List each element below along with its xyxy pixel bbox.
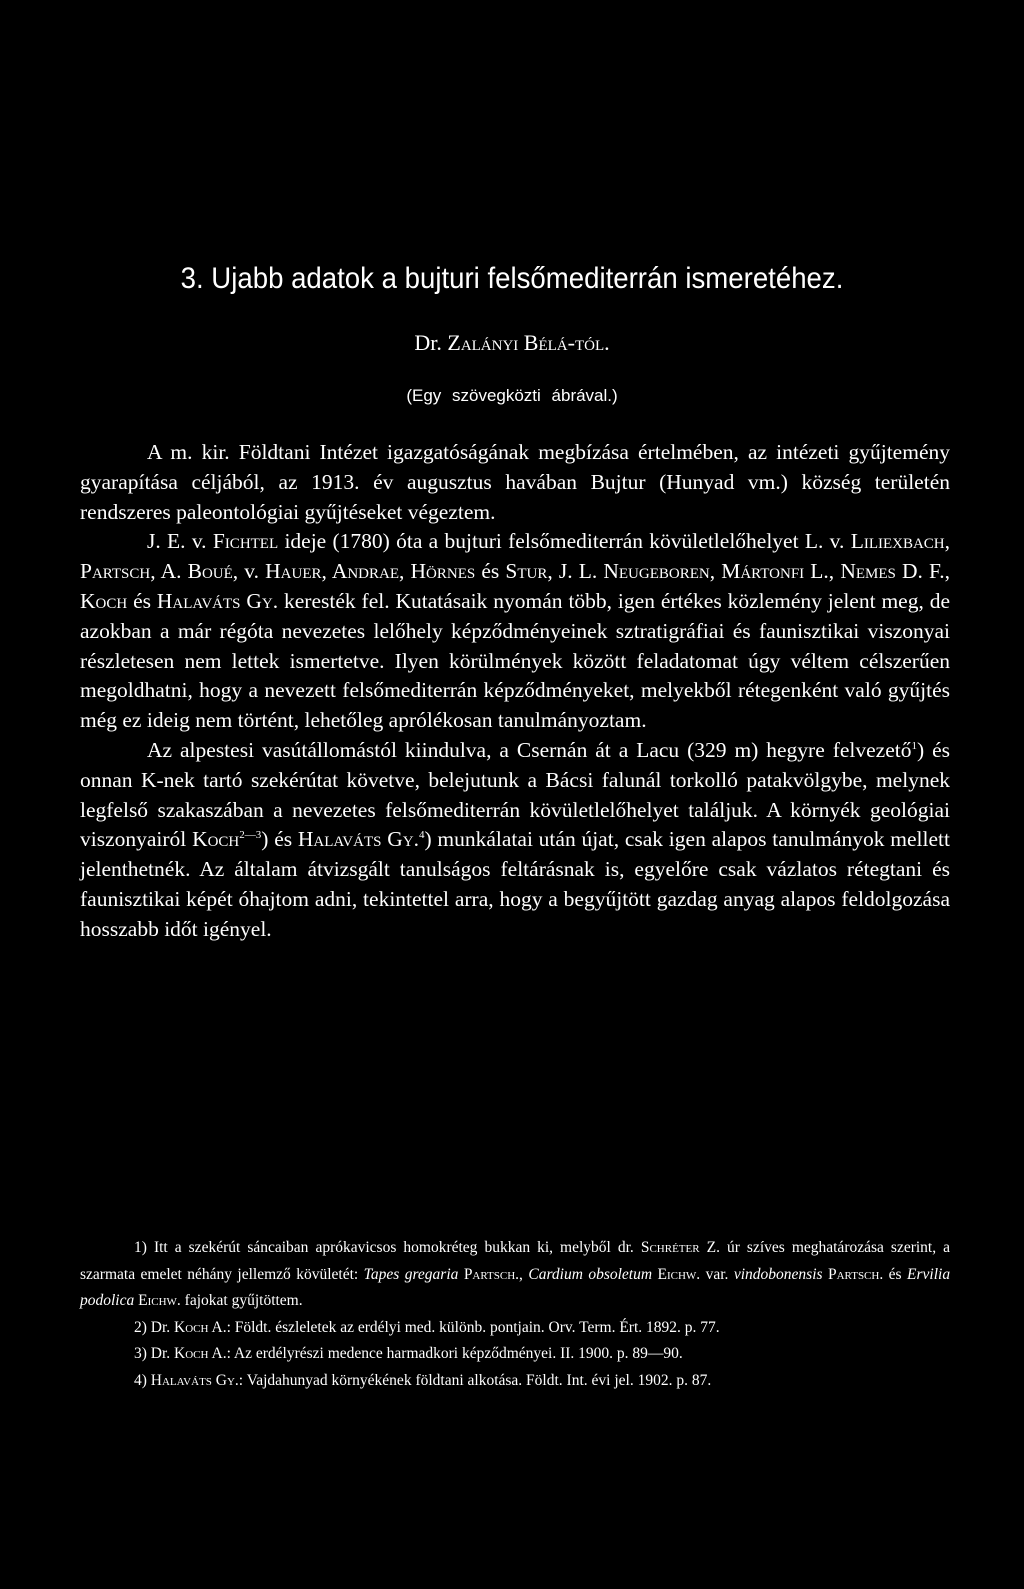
text: ideje (1780) óta a bujturi felsőmediterrán kövületlelőhelyet L. v. xyxy=(284,529,845,554)
footnote-ref: 1 xyxy=(911,739,917,752)
species-name: Tapes gregaria xyxy=(363,1265,459,1283)
text: L., xyxy=(810,559,835,584)
footnote-1 xyxy=(80,1235,950,1315)
paragraph-3 xyxy=(80,736,950,945)
footnote-number: 4) xyxy=(134,1371,147,1389)
text: ) és onnan K-nek tartó szekérútat követve, belejutunk a Bácsi falunál torkolló patakvölgybe, melynek legfelső szakaszában a nevezetes felsőmediterrán kövületlelőhelyet találjuk. A környék geológiai viszonyairól xyxy=(80,737,950,852)
author-ref: Schréter xyxy=(640,1239,700,1256)
author-ref: Halaváts Gy. xyxy=(156,588,279,613)
author-line xyxy=(0,330,1024,356)
species-name: vindobonensis xyxy=(733,1265,823,1283)
text: ) és xyxy=(261,827,293,852)
text: var. xyxy=(705,1265,729,1283)
author-ref: Partsch., xyxy=(463,1265,523,1283)
text: Dr. xyxy=(150,1345,171,1363)
text: A.: Az erdélyrészi medence harmadkori képződményei. II. 1900. p. 89—90. xyxy=(211,1345,683,1363)
text: keresték fel. Kutatásaik nyomán több, igen értékes közlemény jelent meg, de azokban a már régóta nevezetes lelőhely képződményeinek sztratigráfiai és faunisztikai viszonyai részletesen nem lettek ismertetve. Ilyen körülmények között feladatomat úgy véltem célszerűen megoldhatni, hogy a nevezett felsőmediterrán képződményeket, melyekből rétegenként való gyűjtés még ez ideig nem történt, lehetőleg aprólékosan tanulmányoztam. xyxy=(80,588,951,733)
text: és xyxy=(481,559,500,584)
author-ref: Koch xyxy=(174,1345,209,1363)
text: fajokat gyűjtöttem. xyxy=(184,1292,303,1310)
author-name: Zalányi Bélá-tól. xyxy=(447,330,610,355)
author-ref: Neugeboren, Mártonfi xyxy=(603,559,805,584)
author-ref: Koch xyxy=(192,827,240,852)
footnote-3 xyxy=(80,1341,950,1368)
article-title: 3. Ujabb adatok a bujturi felsőmediterrán ismeretéhez. xyxy=(180,262,844,295)
footnote-number: 2) xyxy=(134,1318,147,1336)
footnote-ref: 4 xyxy=(418,829,425,842)
species-name: Cardium obsoletum xyxy=(528,1265,653,1283)
footnotes xyxy=(80,1235,950,1395)
author-ref: Boué, xyxy=(187,559,239,584)
text: és xyxy=(888,1265,902,1283)
footnote-4 xyxy=(80,1368,950,1395)
author-ref: Nemes xyxy=(840,559,896,584)
footnote-ref: 2—3 xyxy=(239,829,262,842)
author-ref: Partsch. xyxy=(827,1265,884,1283)
footnote-number: 3) xyxy=(134,1345,147,1363)
text: A. xyxy=(160,559,182,584)
footnote-2 xyxy=(80,1315,950,1342)
author-ref: Koch xyxy=(174,1318,209,1336)
text: A.: Földt. észleletek az erdélyi med. különb. pontjain. Orv. Term. Ért. 1892. p. 77. xyxy=(211,1318,720,1336)
author-ref: Halaváts Gy. xyxy=(297,827,419,852)
text: D. F., xyxy=(901,559,950,584)
footnote-number: 1) xyxy=(134,1239,147,1256)
author-ref: Hauer, Andrae, Hörnes xyxy=(265,559,476,584)
text: J. E. v. xyxy=(147,529,207,554)
author-ref: Eichw. xyxy=(657,1265,701,1283)
text: v. xyxy=(244,559,260,584)
author-ref: Fichtel xyxy=(212,529,279,554)
text: Vajdahunyad környékének földtani alkotása. Földt. Int. évi jel. 1902. p. 87. xyxy=(246,1371,712,1389)
subtitle: (Egy szövegközti ábrával.) xyxy=(406,386,618,405)
paragraph-1: A m. kir. Földtani Intézet igazgatóságának megbízása értelmében, az intézeti gyűjtemény gyarapítása céljából, az 1913. év augusztus havában Bujtur (Hunyad vm.) község területén rendszeres paleontológiai gyűjtéseket végeztem. xyxy=(80,440,950,524)
author-ref: Eichw. xyxy=(138,1292,181,1310)
author-ref: Stur, xyxy=(505,559,553,584)
text: Az alpestesi vasútállomástól kiindulva, a Csernán át a Lacu (329 m) hegyre felvezető xyxy=(147,737,912,762)
text: és xyxy=(133,588,152,613)
species-name: Ervilia podolica xyxy=(80,1265,951,1310)
author-ref: Koch xyxy=(80,588,128,613)
paragraph-2 xyxy=(80,527,950,736)
text: J. L. xyxy=(558,559,598,584)
author-prefix: Dr. xyxy=(414,330,442,355)
author-ref: Halaváts Gy.: xyxy=(150,1371,244,1389)
text: Itt a szekérút sáncaiban aprókavicsos homokréteg bukkan ki, melyből dr. xyxy=(153,1239,634,1256)
text: Z. úr szíves meghatározása szerint, a szarmata emelet néhány jellemző kövületét: xyxy=(80,1239,951,1283)
body-text xyxy=(80,438,950,945)
author-ref: Liliexbach, Partsch, xyxy=(80,529,951,584)
text: Dr. xyxy=(150,1318,171,1336)
text: ) munkálatai után újat, csak igen alapos tanulmányok mellett jelenthetnék. Az általam átvizsgált tanulságos feltárásnak is, egyelőre csak vázlatos rétegtani és faunisztikai képét óhajtom adni, tekintettel arra, hogy a begyűjtött gazdag anyag alapos feldolgozása hosszabb időt igényel. xyxy=(80,827,950,941)
